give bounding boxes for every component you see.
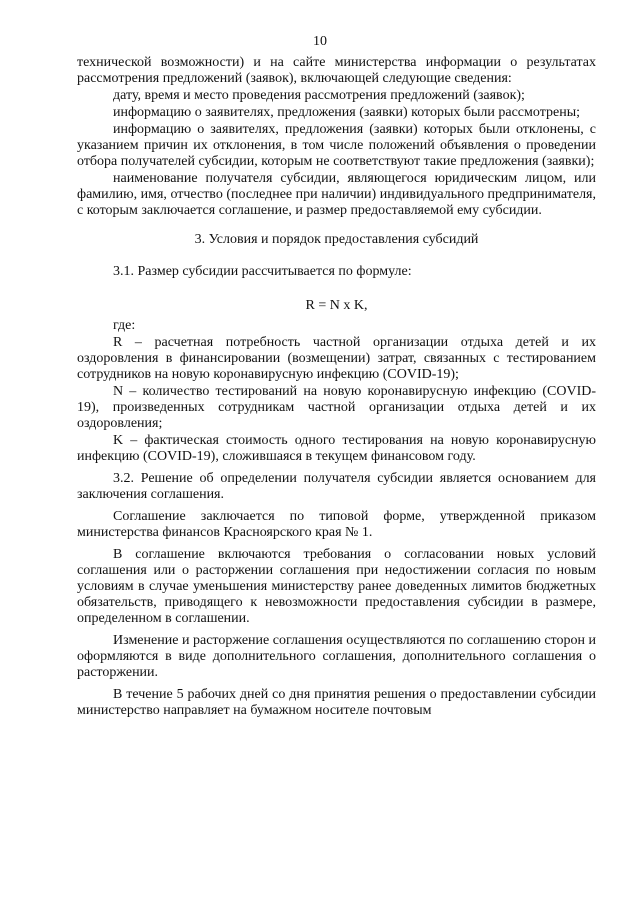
where-label: где: [113,318,136,333]
paragraph: информацию о заявителях, предложения (заявки) которых были отклонены, с указанием причин их отклонения, в том числе положений объявления о проведении отбора получателей субсидии, которым не соответствуют такие предложения (заявки); [77,122,596,169]
page-number: 10 [313,34,327,49]
paragraph: технической возможности) и на сайте министерства информации о результатах рассмотрения предложений (заявок), включающей следующие сведения: [77,55,596,86]
definition-k: K – фактическая стоимость одного тестирования на новую коронавирусную инфекцию (COVID-19), сложившаяся в текущем финансовом году. [77,433,596,464]
document-body [77,55,596,720]
formula: R = N x K, [305,298,368,313]
paragraph: информацию о заявителях, предложения (заявки) которых были рассмотрены; [113,105,580,120]
clause-3-1: 3.1. Размер субсидии рассчитывается по формуле: [113,264,412,279]
definition-n: N – количество тестирований на новую коронавирусную инфекцию (COVID-19), произведенных сотрудникам частной организации отдыха детей и их оздоровления; [77,384,596,431]
clause-3-2: 3.2. Решение об определении получателя субсидии является основанием для заключения соглашения. [77,471,596,502]
paragraph: дату, время и место проведения рассмотрения предложений (заявок); [113,88,525,103]
paragraph: наименование получателя субсидии, являющегося юридическим лицом, или фамилию, имя, отчество (последнее при наличии) индивидуального предпринимателя, с которым заключается соглашение, и размер предоставляемой ему субсидии. [77,171,596,218]
paragraph: Соглашение заключается по типовой форме, утвержденной приказом министерства финансов Красноярского края № 1. [77,509,596,540]
section-heading: 3. Условия и порядок предоставления субсидий [194,232,479,247]
paragraph: В течение 5 рабочих дней со дня принятия решения о предоставлении субсидии министерство направляет на бумажном носителе почтовым [77,687,596,718]
paragraph: Изменение и расторжение соглашения осуществляются по соглашению сторон и оформляются в виде дополнительного соглашения, дополнительного соглашения о расторжении. [77,633,596,680]
definition-r: R – расчетная потребность частной организации отдыха детей и их оздоровления в финансировании (возмещении) затрат, связанных с тестированием сотрудников на новую коронавирусную инфекцию (COVID-19); [77,335,596,382]
paragraph: В соглашение включаются требования о согласовании новых условий соглашения или о расторжении соглашения при недостижении согласия по новым условиям в случае уменьшения министерству ранее доведенных лимитов бюджетных обязательств, приводящего к невозможности предоставления субсидии в размере, определенном в соглашении. [77,547,596,626]
